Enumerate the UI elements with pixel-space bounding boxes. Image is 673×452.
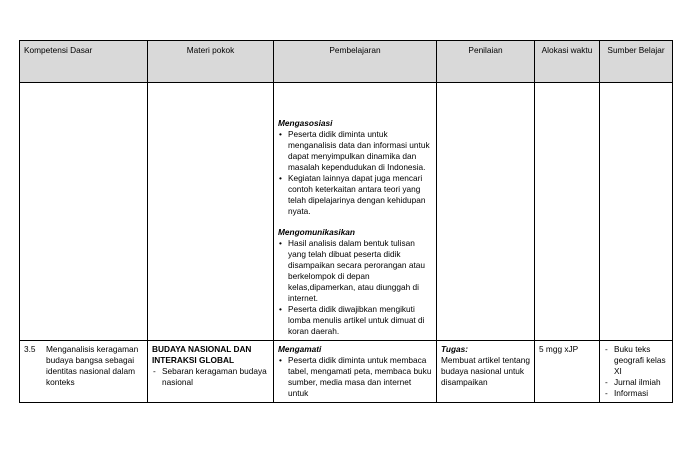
mengasosiasi-heading: Mengasosiasi [278, 118, 333, 128]
cell-penilaian [437, 341, 535, 403]
table-row [20, 83, 673, 341]
mengomunikasikan-heading: Mengomunikasikan [278, 227, 355, 237]
tugas-heading: Tugas: [441, 344, 469, 354]
list-item: • Kegiatan lainnya dapat juga mencari contoh keterkaitan antara teori yang telah dipelajarinya dengan kehidupan nyata. [288, 173, 432, 217]
list-item: - Jurnal ilmiah [614, 377, 668, 388]
mengasosiasi-list [278, 129, 432, 217]
kd-text: Menganalisis keragaman budaya bangsa sebagai identitas nasional dalam konteks [46, 344, 139, 387]
syllabus-table [19, 40, 673, 403]
materi-heading: BUDAYA NASIONAL DAN INTERAKSI GLOBAL [152, 344, 252, 365]
cell-sumber-empty [600, 83, 673, 341]
cell-pembelajaran [274, 83, 437, 341]
mengomunikasikan-list [278, 238, 432, 337]
sumber-list [604, 344, 668, 399]
table-row [20, 341, 673, 403]
header-kompetensi-dasar: Kompetensi Dasar [20, 41, 148, 83]
list-item: - Sebaran keragaman budaya nasional [162, 366, 269, 388]
cell-kompetensi-empty [20, 83, 148, 341]
header-sumber-belajar: Sumber Belajar [600, 41, 673, 83]
tugas-text: Membuat artikel tentang budaya nasional untuk disampaikan [441, 355, 531, 387]
cell-kompetensi-dasar [20, 341, 148, 403]
header-penilaian: Penilaian [437, 41, 535, 83]
cell-materi-pokok [148, 341, 274, 403]
list-item: - Informasi [614, 388, 668, 399]
header-materi-pokok: Materi pokok [148, 41, 274, 83]
cell-sumber-belajar [600, 341, 673, 403]
list-item: - Buku teks geografi kelas XI [614, 344, 668, 377]
header-pembelajaran: Pembelajaran [274, 41, 437, 83]
cell-alokasi-empty [535, 83, 600, 341]
list-item: • Peserta didik diminta untuk membaca tabel, mengamati peta, membaca buku sumber, media masa dan internet untuk [288, 355, 432, 399]
mengamati-list [278, 355, 432, 399]
cell-alokasi-waktu: 5 mgg xJP [535, 341, 600, 403]
cell-penilaian-empty [437, 83, 535, 341]
materi-list [152, 366, 269, 388]
list-item: • Peserta didik diminta untuk menganalisis data dan informasi untuk dapat menyimpulkan dinamika dan masalah kependudukan di Indonesia. [288, 129, 432, 173]
header-alokasi-waktu: Alokasi waktu [535, 41, 600, 83]
cell-pembelajaran [274, 341, 437, 403]
kd-number: 3.5 [24, 344, 36, 354]
list-item: • Peserta didik diwajibkan mengikuti lomba menulis artikel untuk dimuat di koran daerah. [288, 304, 432, 337]
list-item: • Hasil analisis dalam bentuk tulisan yang telah dibuat peserta didik disampaikan secara perorangan atau berkelompok di depan kelas,dipamerkan, atau diunggah di internet. [288, 238, 432, 304]
cell-materi-empty [148, 83, 274, 341]
mengamati-heading: Mengamati [278, 344, 322, 354]
table-header-row [20, 41, 673, 83]
